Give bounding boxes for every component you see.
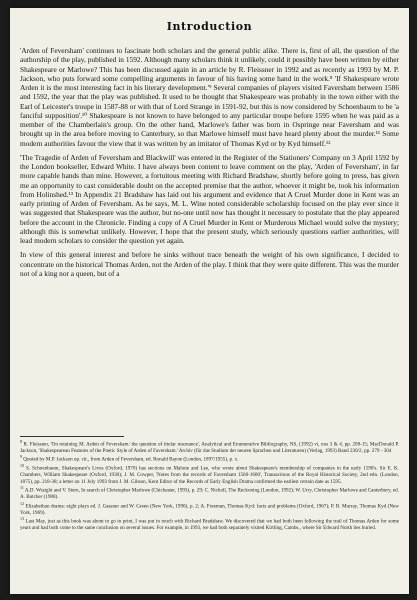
footnote-text: R. Fleissner, 'On retaining M. Arden of Feversham: the question of titular resonance', Analytical and Enumerative Bibliography, NS, (1992) vi, nos 3 & 4, pp. 208-15; MacDonald P. Jackson, 'Shakespearean Features of the Poetic Style of Arden of Faversham.' Archiv (für das Studium der neuren Sprachen und Literaturen) (Verlag, 1993) Band 230/2, pp. 279 - 304: [20, 441, 399, 455]
footnote: [20, 516, 399, 531]
paragraph: 'The Tragedie of Arden of Feversham and Blackwill' was entered in the Register of the Stationers' Company on 3 April 1592 by the London bookseller, Edward White. I have always been content to leave comment on the play, 'Arden of Feversham', in far more capable hands than mine. However, a fortuitous meeting with Richard Bradshaw, shortly before going to press, has given me an opportunity to cast considerable doubt on the accepted premise that the author, whoever it might be, took his information from Holinshed.¹³ In Appendix 21 Bradshaw has laid out his argument and evidence that A Cruel Murder done in Kent was an early printing of Arden of Feversham. As he says, M. L. Wine noted considerable scholarship focused on the play ever since it was suggested that Shakespeare was the author, but no-one until now has thought it necessary to postulate that the play appeared before the account in the Chronicle. Finding a copy of A Cruel Murder in Kent or Murderous Michael would solve the mystery; although this is somewhat unlikely. However, I hope that the present study, which seriously questions earlier authorities, will lead modern scholars to consider the question yet again.: [20, 152, 399, 245]
footnote-number: 13: [20, 515, 24, 521]
footnote: [20, 485, 399, 500]
footnote-number: 8: [20, 439, 22, 444]
footnote-number: 10: [20, 463, 24, 469]
footnote-number: 9: [20, 454, 22, 460]
footnote-number: 12: [20, 500, 24, 506]
body-text: [20, 46, 399, 283]
paragraph: In view of this general interest and before he sinks without trace beneath the weight of his own significance, I decided to concentrate on the historical Thomas Arden, not the Arden of the play. I think that they were quite different. This was the murder not of a king nor a queen, but of a: [20, 250, 399, 278]
footnote-text: Last May, just as this book was about to go to print, I was put in touch with Richard Bradshaw. We discovered that we had both been following the trail of Thomas Arden for some years and had both come to the same conclusion on several issues. For example, in 1993, we had both separately visited Kirtling, Cambs., where Sir Edward North lies buried.: [20, 518, 399, 531]
footnote-text: A.D. Wraight and V. Stern, In search of Christopher Marlowe (Chichester, 1993), p. 29; C. Nicholl, The Reckoning (London, 1992); W. Urry, Christopher Marlowe and Canterbury, ed. A. Butcher (1988).: [20, 487, 399, 501]
footnote-number: 11: [20, 485, 24, 491]
footnote-text: Elizabethan drama: eight plays ed. J. Gassner and W. Green (New York, 1990), p. 2; A. Freeman, Thomas Kyd: facts and problems (Oxford, 1967); P. B. Murray, Thomas Kyd (New York, 1969).: [20, 503, 399, 516]
footnote-text: S. Schoenbaum, Shakespeare's Lives (Oxford, 1970) has sections on Malone and Lee, who wrote about Shakespeare's membership of companies in the early 1590's. Sir E. K. Chambers, William Shakespeare (Oxford, 1930); J. M. Cowper, 'Notes from the records of Faversham 1560-1600', Transactions of the Royal Historical Society, 2nd edn. (London, 1875), pp. 218-38; a letter on 11 July 1993 from J. M. Gibson, Kent Editor of the Records of Early English Drama confirmed the earliest certain date as 1595.: [20, 466, 399, 485]
paragraph: 'Arden of Feversham' continues to fascinate both scholars and the general public alike. There is, first of all, the question of the authorship of the play, published in 1592. Although many scholars think it unlikely, could it possibly have been written by either Shakespeare or Marlowe? This has been discussed again in an article by R. Fleissner in 1992 and as recently as 1993 by M. P. Jackson, who puts forward some compelling arguments in favour of his having some hand in the work.⁸ 'If Shakespeare wrote Arden it is the most interesting fact in his literary development.'⁹ Several companies of players visited Faversham between 1586 and 1592, the year that the play was published. It used to be thought that Shakespeare was probably in the town either with the Earl of Leicester's troupe in 1587-88 or with that of Lord Strange in 1591-92, but this is now considered by Schoenbaum to be 'a fanciful supposition'.¹⁰ Shakespeare is not known to have belonged to any particular troupe before 1595 when he was paid as a member of the Chamberlain's group. On the other hand, Marlowe's father was born in Ospringe near Faversham and was brought up in the area before moving to Canterbury, so that Marlowe himself must have heard plenty about the murder.¹¹ Some modern authorities favour the view that it was written by an imitator of Thomas Kyd or by Kyd himself.¹²: [20, 46, 399, 148]
footnotes: [20, 439, 399, 531]
footnote: [20, 463, 399, 485]
footnote-text: Quoted by M.P. Jackson op. cit., from Arden of Feversham, ed. Ronald Bayne (London, 1897/1955), p. x.: [23, 457, 239, 464]
book-page: [10, 8, 409, 594]
footnote: [20, 454, 399, 463]
footnote: [20, 501, 399, 516]
footnote-divider: [20, 436, 124, 437]
page-title: Introduction: [166, 20, 253, 33]
footnote: [20, 439, 399, 454]
